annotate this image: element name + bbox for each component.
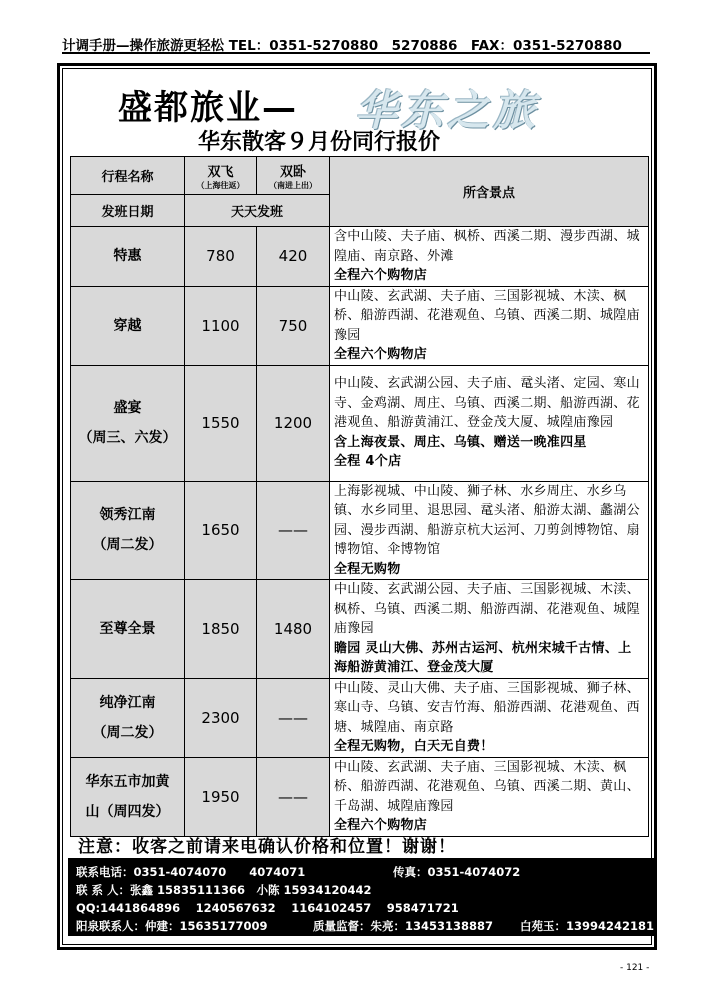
route-name-line1: 纯净江南 (99, 694, 156, 711)
route-note: 全程六个购物店 (334, 347, 428, 362)
header-info: 计调手册—操作旅游更轻松 TEL：0351-5270880 5270886 FAX：0351-5270880 (62, 38, 622, 54)
route-name-line1: 华东五市加黄 (85, 773, 170, 790)
route-spots (330, 757, 649, 836)
contact-qq: QQ:1441864896 1240567632 1164102457 958471721 (76, 901, 459, 915)
route-note: 全程无购物 (334, 561, 401, 577)
table-row (71, 365, 649, 481)
header-divider (62, 52, 650, 54)
col-header-train (257, 157, 330, 195)
price-fly: 1100 (185, 286, 257, 365)
price-train: —— (257, 757, 330, 836)
route-name-line2: （周三、六发） (78, 430, 177, 446)
route-spots (330, 580, 649, 679)
table-row (71, 227, 649, 287)
route-name (71, 365, 185, 481)
route-name-line1: 至尊全景 (99, 620, 156, 637)
route-spots (330, 227, 649, 287)
route-note: 全程六个购物店 (334, 818, 428, 833)
route-wordart-title: 华东之旅 (355, 86, 540, 135)
price-train: 1480 (257, 580, 330, 679)
route-name (71, 481, 185, 580)
route-note: 全程六个购物店 (334, 268, 428, 283)
col-header-fly-label: 双飞 (207, 164, 234, 180)
company-title: 盛都旅业— (118, 88, 298, 128)
route-name (71, 678, 185, 757)
route-spots (330, 678, 649, 757)
route-spots (330, 481, 649, 580)
route-name-line1: 特惠 (113, 248, 142, 265)
contact-persons: 联 系 人：张鑫 15835111366 小陈 15934120442 (76, 883, 372, 897)
col-header-fly (185, 157, 257, 195)
departure-value: 天天发班 (185, 195, 330, 227)
price-fly: 1850 (185, 580, 257, 679)
price-fly: 1950 (185, 757, 257, 836)
contact-other: 白苑玉：13994242181 (520, 919, 655, 933)
route-spots-text: 中山陵、灵山大佛、夫子庙、三国影视城、狮子林、寒山寺、乌镇、安吉竹海、船游西湖、花港观鱼、西塘、城隍庙、南京路 (334, 680, 640, 735)
route-name-line2: 山（周四发） (85, 803, 170, 820)
price-train: 750 (257, 286, 330, 365)
page-subtitle: 华东散客９月份同行报价 (198, 129, 441, 155)
route-note: 含上海夜景、周庄、乌镇、赠送一晚准四星 (334, 434, 587, 450)
route-spots-text: 中山陵、玄武湖公园、夫子庙、三国影视城、木渎、枫桥、乌镇、西溪二期、船游西湖、花港观鱼、城隍庙豫园 (334, 582, 640, 636)
route-name-line1: 盛宴 (113, 400, 142, 416)
table-row (71, 757, 649, 836)
price-train: 1200 (257, 365, 330, 481)
route-name (71, 757, 185, 836)
col-header-train-sub: （南进上出） (269, 180, 317, 190)
price-train: —— (257, 481, 330, 580)
route-name (71, 286, 185, 365)
price-train: —— (257, 678, 330, 757)
price-train: 420 (257, 227, 330, 287)
contact-yangquan: 阳泉联系人：仲建：15635177009 (76, 919, 268, 933)
route-note-2: 全程 4个店 (334, 454, 402, 470)
contact-panel (68, 858, 655, 936)
table-row (71, 678, 649, 757)
route-spots-text: 中山陵、玄武湖、夫子庙、三国影视城、木渎、枫桥、船游西湖、花港观鱼、乌镇、西溪二期、黄山、千岛湖、城隍庙豫园 (334, 759, 640, 814)
table-row (71, 580, 649, 679)
route-spots (330, 286, 649, 365)
route-spots (330, 365, 649, 481)
route-note: 瞻园 灵山大佛、苏州古运河、杭州宋城千古情、上海船游黄浦江、登金茂大厦 (334, 640, 632, 675)
route-spots-text: 上海影视城、中山陵、狮子林、水乡周庄、水乡乌镇、水乡同里、退思园、鼋头渚、船游太湖、蠡湖公园、漫步西湖、船游京杭大运河、刀剪剑博物馆、扇博物馆、伞博物馆 (334, 483, 640, 557)
route-spots-text: 中山陵、玄武湖、夫子庙、三国影视城、木渎、枫桥、船游西湖、花港观鱼、乌镇、西溪二期、城隍庙豫园 (334, 288, 640, 343)
table-row (71, 286, 649, 365)
col-header-fly-sub: （上海往返） (196, 180, 245, 190)
route-name (71, 580, 185, 679)
contact-quality: 质量监督：朱亮：13453138887 (313, 919, 494, 933)
departure-label: 发班日期 (71, 195, 185, 227)
route-note: 全程无购物，白天无自费！ (334, 739, 494, 754)
notice-text: 注意：收客之前请来电确认价格和位置！谢谢！ (78, 837, 456, 857)
route-name-line2: （周二发） (92, 537, 163, 554)
route-name-line1: 穿越 (113, 317, 142, 334)
price-fly: 1550 (185, 365, 257, 481)
col-header-spots: 所含景点 (330, 157, 649, 227)
route-spots-text: 中山陵、玄武湖公园、夫子庙、鼋头渚、定园、寒山寺、金鸡湖、周庄、乌镇、西溪二期、船游西湖、花港观鱼、船游黄浦江、登金茂大厦、城隍庙豫园 (334, 376, 640, 431)
contact-phone: 联系电话：0351-4074070 4074071 (76, 865, 306, 879)
route-name (71, 227, 185, 287)
page-number: - 121 - (620, 963, 650, 973)
price-fly: 780 (185, 227, 257, 287)
contact-fax: 传真：0351-4074072 (393, 865, 521, 879)
price-table (70, 156, 649, 837)
route-name-line2: （周二发） (92, 724, 163, 741)
route-spots-text: 含中山陵、夫子庙、枫桥、西溪二期、漫步西湖、城隍庙、南京路、外滩 (334, 229, 640, 264)
table-row (71, 481, 649, 580)
price-fly: 2300 (185, 678, 257, 757)
route-name-line1: 领秀江南 (99, 507, 156, 524)
col-header-train-label: 双卧 (279, 164, 306, 180)
col-header-name: 行程名称 (71, 157, 185, 195)
price-fly: 1650 (185, 481, 257, 580)
